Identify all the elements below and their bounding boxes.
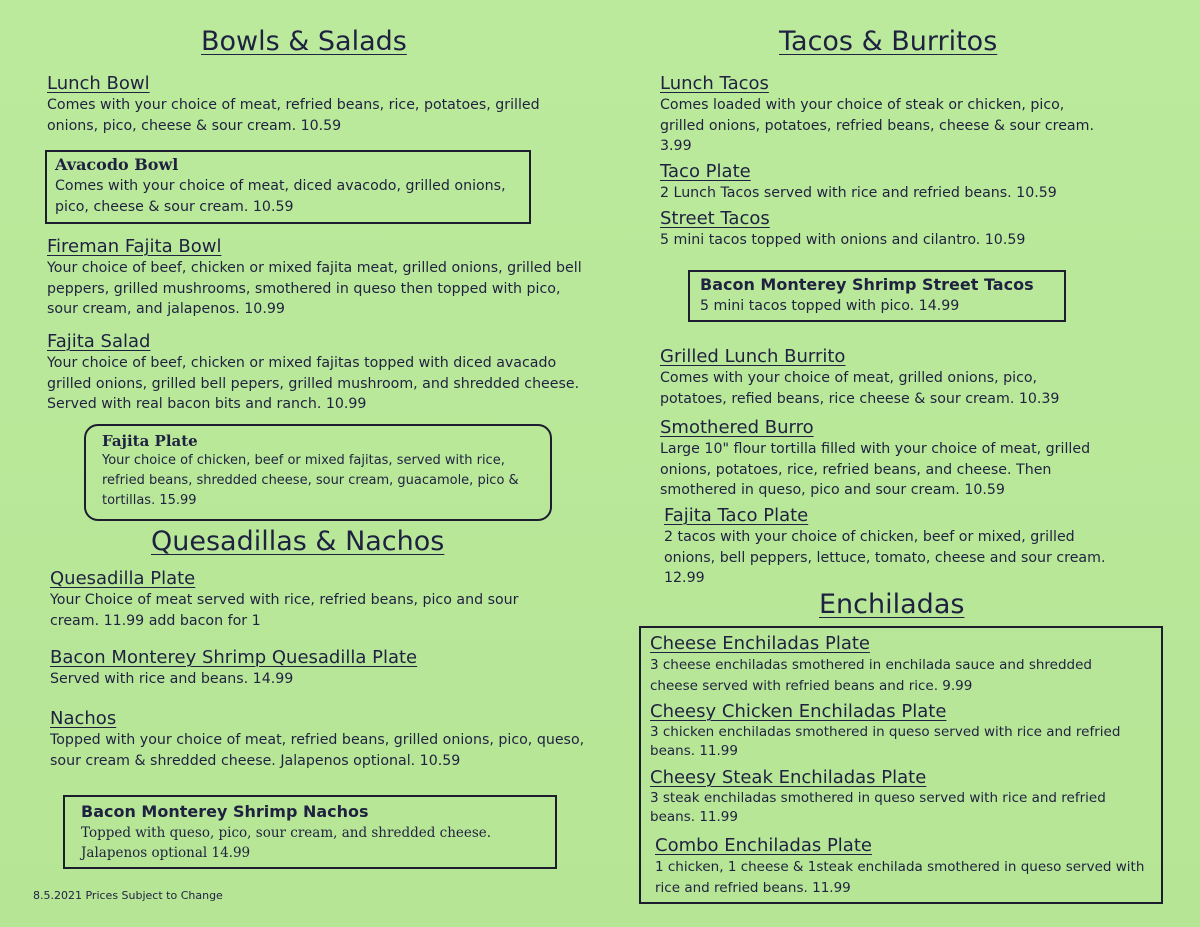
item-description: Your choice of beef, chicken or mixed fajitas topped with diced avacado grilled onions, grilled bell pepers, grilled mushroom, and shredded cheese. Served with real bacon bits and ranch. 10.99 <box>47 355 580 412</box>
item-description: Topped with queso, pico, sour cream, and shredded cheese. Jalapenos optional 14.99 <box>81 825 492 861</box>
item-name: Fireman Fajita Bowl <box>47 236 222 257</box>
item-name: Lunch Bowl <box>47 73 150 94</box>
item-name: Taco Plate <box>660 161 751 182</box>
smothered-burro-item <box>660 417 1130 501</box>
item-name: Quesadilla Plate <box>50 568 196 589</box>
lunch-tacos-item <box>660 73 1110 157</box>
item-description: Your Choice of meat served with rice, refried beans, pico and sour cream. 11.99 add bacon for 1 <box>50 592 519 629</box>
item-description: Topped with your choice of meat, refried beans, grilled onions, pico, queso, sour cream & shredded cheese. Jalapenos optional. 10.59 <box>50 732 585 769</box>
lunch-bowl-item <box>47 73 587 136</box>
bowls-salads-heading: Bowls & Salads <box>201 26 407 57</box>
item-name: Lunch Tacos <box>660 73 769 94</box>
item-description: 3 steak enchiladas smothered in queso served with rice and refried beans. 11.99 <box>650 790 1106 825</box>
grilled-lunch-burrito-item <box>660 346 1090 409</box>
item-description: Comes with your choice of meat, diced avacodo, grilled onions, pico, cheese & sour cream. 10.59 <box>55 178 506 215</box>
cheesy-steak-enchiladas-item <box>650 767 1130 827</box>
item-description: 5 mini tacos topped with pico. 14.99 <box>700 298 960 314</box>
item-name: Avacodo Bowl <box>55 155 179 174</box>
avacodo-bowl-box <box>45 150 531 224</box>
item-name: Combo Enchiladas Plate <box>655 835 872 856</box>
item-description: Your choice of chicken, beef or mixed fajitas, served with rice, refried beans, shredded cheese, sour cream, guacamole, pico & tortillas. 15.99 <box>102 453 519 508</box>
item-description: Large 10" flour tortilla filled with your choice of meat, grilled onions, potatoes, rice, refried beans, and cheese. Then smothered in queso, pico and sour cream. 10.59 <box>660 441 1091 498</box>
item-name: Street Tacos <box>660 208 770 229</box>
fajita-plate-box <box>84 424 552 521</box>
item-description: Comes with your choice of meat, refried beans, rice, potatoes, grilled onions, pico, cheese & sour cream. 10.59 <box>47 97 540 134</box>
quesadillas-nachos-heading: Quesadillas & Nachos <box>151 526 445 557</box>
enchiladas-heading: Enchiladas <box>819 589 965 620</box>
item-name: Grilled Lunch Burrito <box>660 346 846 367</box>
item-description: 2 tacos with your choice of chicken, beef or mixed, grilled onions, bell peppers, lettuce, tomato, cheese and sour cream. 12.99 <box>664 529 1106 586</box>
item-description: Comes with your choice of meat, grilled onions, pico, potatoes, refied beans, rice cheese & sour cream. 10.39 <box>660 370 1060 407</box>
item-description: 2 Lunch Tacos served with rice and refried beans. 10.59 <box>660 185 1057 201</box>
taco-plate-item <box>660 161 1160 204</box>
item-description: 1 chicken, 1 cheese & 1steak enchilada smothered in queso served with rice and refried beans. 11.99 <box>655 859 1145 896</box>
item-name: Bacon Monterey Shrimp Nachos <box>81 802 369 821</box>
footer-note: 8.5.2021 Prices Subject to Change <box>33 889 223 902</box>
shrimp-nachos-box <box>63 795 557 869</box>
item-name: Cheesy Steak Enchiladas Plate <box>650 767 927 788</box>
shrimp-street-tacos-box <box>688 270 1066 322</box>
item-description: 3 chicken enchiladas smothered in queso served with rice and refried beans. 11.99 <box>650 724 1121 759</box>
fajita-salad-item <box>47 331 597 415</box>
tacos-burritos-heading: Tacos & Burritos <box>779 26 998 57</box>
quesadilla-plate-item <box>50 568 570 631</box>
item-description: 5 mini tacos topped with onions and cilantro. 10.59 <box>660 232 1026 248</box>
item-name: Cheese Enchiladas Plate <box>650 633 870 654</box>
street-tacos-item <box>660 208 1160 251</box>
fireman-fajita-bowl-item <box>47 236 592 320</box>
item-name: Smothered Burro <box>660 417 814 438</box>
item-description: Your choice of beef, chicken or mixed fajita meat, grilled onions, grilled bell peppers, grilled mushrooms, smothered in queso then topped with pico, sour cream, and jalapenos. 10.99 <box>47 260 582 317</box>
item-name: Bacon Monterey Shrimp Street Tacos <box>700 275 1034 294</box>
shrimp-quesadilla-item <box>50 647 570 690</box>
item-description: 3 cheese enchiladas smothered in enchilada sauce and shredded cheese served with refried beans and rice. 9.99 <box>650 657 1092 694</box>
combo-enchiladas-item <box>655 835 1155 898</box>
item-name: Fajita Salad <box>47 331 151 352</box>
fajita-taco-plate-item <box>664 505 1114 589</box>
item-name: Cheesy Chicken Enchiladas Plate <box>650 701 947 722</box>
cheese-enchiladas-item <box>650 633 1130 696</box>
item-name: Fajita Plate <box>102 432 198 450</box>
item-name: Bacon Monterey Shrimp Quesadilla Plate <box>50 647 418 668</box>
cheesy-chicken-enchiladas-item <box>650 701 1130 761</box>
nachos-item <box>50 708 595 771</box>
item-name: Fajita Taco Plate <box>664 505 809 526</box>
enchiladas-box <box>639 626 1163 904</box>
item-name: Nachos <box>50 708 117 729</box>
item-description: Comes loaded with your choice of steak or chicken, pico, grilled onions, potatoes, refried beans, cheese & sour cream. 3.99 <box>660 97 1094 154</box>
item-description: Served with rice and beans. 14.99 <box>50 671 294 687</box>
